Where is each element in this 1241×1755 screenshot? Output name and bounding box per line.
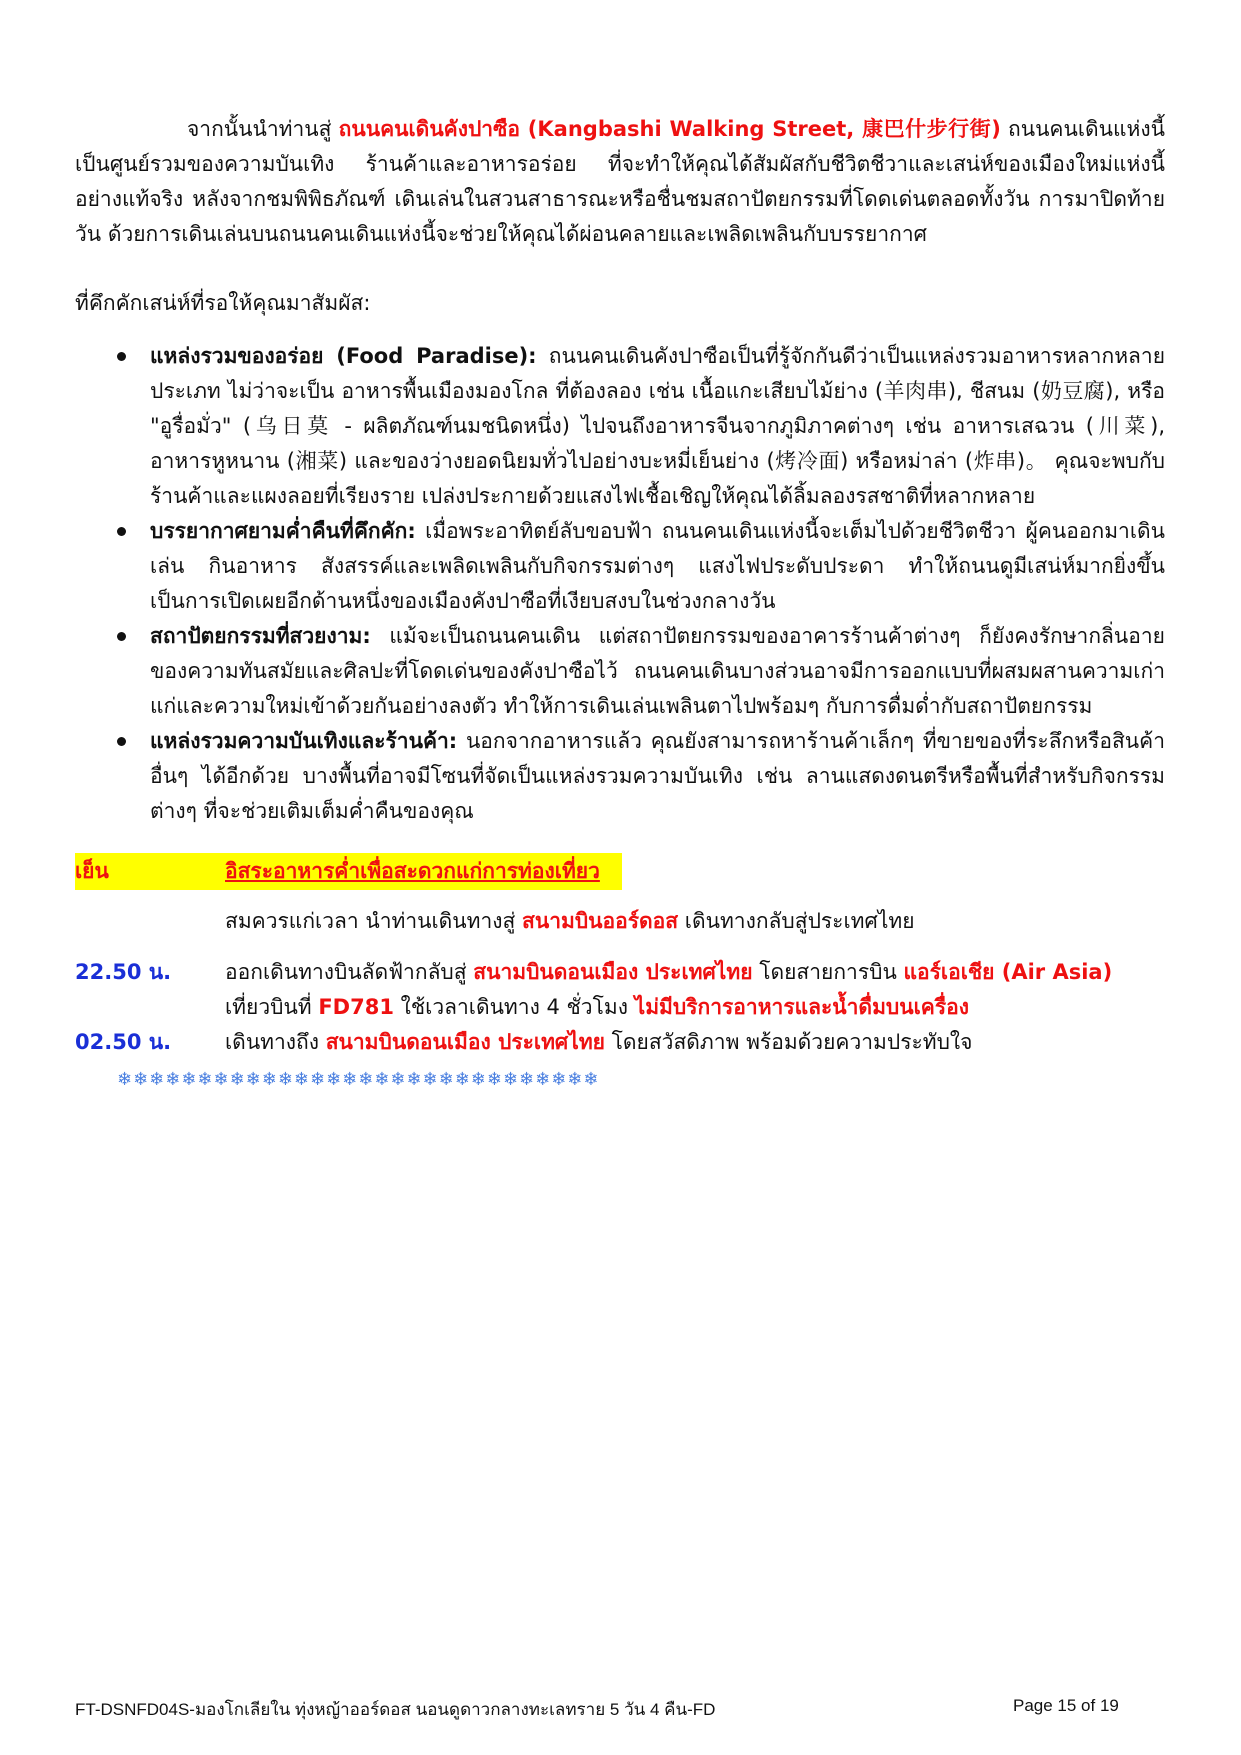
bullet-title: แหล่งรวมของอร่อย (Food Paradise): [150, 344, 537, 368]
walking-street-name: ถนนคนเดินคังปาซือ (Kangbashi Walking Street, 康巴什步行街) [338, 117, 1001, 141]
airport-lead: สมควรแก่เวลา นำท่านเดินทางสู่ [225, 909, 523, 933]
evening-label: เย็น [75, 859, 109, 883]
intro-paragraph [75, 112, 1165, 252]
bullet-text: นอกจากอาหารแล้ว คุณยังสามารถหาร้านค้าเล็กๆ ที่ขายของที่ระลึกหรือสินค้าอื่นๆ ได้อีกด้วย บางพื้นที่อาจมีโซนที่จัดเป็นแหล่งรวมความบันเทิง เช่น ลานแสดงดนตรีหรือพื้นที่สำหรับกิจกรรมต่างๆ ที่จะช่วยเติมเต็มค่ำคืนของคุณ [150, 729, 1165, 823]
ordos-airport: สนามบินออร์ดอส [522, 909, 679, 933]
flight-number: FD781 [318, 995, 394, 1019]
arrival-destination: สนามบินดอนเมือง ประเทศไทย [325, 1030, 605, 1054]
bullet-title: สถาปัตยกรรมที่สวยงาม: [150, 624, 371, 648]
intro-lead: จากนั้นนำท่านสู่ [187, 117, 339, 141]
departure-row [75, 955, 1165, 1025]
evening-text: อิสระอาหารค่ำเพื่อสะดวกแก่การท่องเที่ยว [225, 859, 600, 883]
departure-lead: ออกเดินทางบินลัดฟ้ากลับสู่ [225, 960, 474, 984]
airline-name: แอร์เอเชีย (Air Asia) [903, 960, 1113, 984]
bullet-text: แม้จะเป็นถนนคนเดิน แต่สถาปัตยกรรมของอาคารร้านค้าต่างๆ ก็ยังคงรักษากลิ่นอายของความทันสมัยและศิลปะที่โดดเด่นของคังปาซือไว้ ถนนคนเดินบางส่วนอาจมีการออกแบบที่ผสมผสานความเก่าแก่และความใหม่เข้าด้วยกันอย่างลงตัว ทำให้การเดินเล่นเพลินตาไปพร้อมๆ กับการดื่มด่ำกับสถาปัตยกรรม [150, 624, 1165, 718]
list-item [75, 514, 1165, 619]
airport-rest: เดินทางกลับสู่ประเทศไทย [678, 909, 915, 933]
arrival-row [75, 1025, 1165, 1060]
departure-time: 22.50 น. [75, 960, 172, 984]
bullet-title: แหล่งรวมความบันเทิงและร้านค้า: [150, 729, 458, 753]
airport-row [75, 904, 1165, 939]
flight-duration: ใช้เวลาเดินทาง 4 ชั่วโมง [393, 995, 635, 1019]
snowflake-divider: ❄❄❄❄❄❄❄❄❄❄❄❄❄❄❄❄❄❄❄❄❄❄❄❄❄❄❄❄❄❄ [117, 1069, 600, 1090]
list-item [75, 339, 1165, 514]
highlights-list [75, 339, 1165, 829]
subheading: ที่คึกคักเสน่ห์ที่รอให้คุณมาสัมผัส: [75, 291, 371, 315]
evening-row [75, 853, 1165, 890]
list-item [75, 619, 1165, 724]
intro-rest: ถนนคนเดินแห่งนี้เป็นศูนย์รวมของความบันเทิง ร้านค้าและอาหารอร่อย ที่จะทำให้คุณได้สัมผัสกับชีวิตชีวาและเสน่ห์ของเมืองใหม่แห่งนี้ อย่างแท้จริง หลังจากชมพิพิธภัณฑ์ เดินเล่นในสวนสาธารณะหรือชื่นชมสถาปัตยกรรมที่โดดเด่นตลอดทั้งวัน การมาปิดท้ายวัน ด้วยการเดินเล่นบนถนนคนเดินแห่งนี้จะช่วยให้คุณได้ผ่อนคลายและเพลิดเพลินกับบรรยากาศ [75, 117, 1165, 246]
arrival-rest: โดยสวัสดิภาพ พร้อมด้วยความประทับใจ [604, 1030, 973, 1054]
flight-lead: เที่ยวบินที่ [225, 995, 319, 1019]
bullet-text: ถนนคนเดินคังปาซือเป็นที่รู้จักกันดีว่าเป็นแหล่งรวมอาหารหลากหลายประเภท ไม่ว่าจะเป็น อาหารพื้นเมืองมองโกล ที่ต้องลอง เช่น เนื้อแกะเสียบไม้ย่าง (羊肉串), ชีสนม (奶豆腐), หรือ "อูรื่อมั่ว" (乌日莫 - ผลิตภัณฑ์นมชนิดหนึ่ง) ไปจนถึงอาหารจีนจากภูมิภาคต่างๆ เช่น อาหารเสฉวน (川菜), อาหารหูหนาน (湘菜) และของว่างยอดนิยมทั่วไปอย่างบะหมี่เย็นย่าง (烤冷面) หรือหม่าล่า (炸串)。 คุณจะพบกับร้านค้าและแผงลอยที่เรียงราย เปล่งประกายด้วยแสงไฟเชื้อเชิญให้คุณได้ลิ้มลองรสชาติที่หลากหลาย [150, 344, 1165, 508]
arrival-lead: เดินทางถึง [225, 1030, 326, 1054]
page-content [75, 112, 1165, 1092]
bullet-text: เมื่อพระอาทิตย์ลับขอบฟ้า ถนนคนเดินแห่งนี้จะเต็มไปด้วยชีวิตชีวา ผู้คนออกมาเดินเล่น กินอาหาร สังสรรค์และเพลิดเพลินกับกิจกรรมต่างๆ แสงไฟประดับประดา ทำให้ถนนดูมีเสน่ห์มากยิ่งขึ้นเป็นการเปิดเผยอีกด้านหนึ่งของเมืองคังปาซือที่เงียบสงบในช่วงกลางวัน [150, 519, 1165, 613]
footer-document-code: FT-DSNFD04S-มองโกเลียใน ทุ่งหญ้าออร์ดอส นอนดูดาวกลางทะเลทราย 5 วัน 4 คืน-FD [75, 1700, 716, 1719]
no-meal-notice: ไม่มีบริการอาหารและน้ำดื่มบนเครื่อง [634, 995, 969, 1019]
bullet-title: บรรยากาศยามค่ำคืนที่คึกคัก: [150, 519, 416, 543]
departure-mid: โดยสายการบิน [752, 960, 904, 984]
departure-destination: สนามบินดอนเมือง ประเทศไทย [473, 960, 753, 984]
footer-page-number: Page 15 of 19 [1013, 1696, 1119, 1715]
list-item [75, 724, 1165, 829]
arrival-time: 02.50 น. [75, 1030, 172, 1054]
